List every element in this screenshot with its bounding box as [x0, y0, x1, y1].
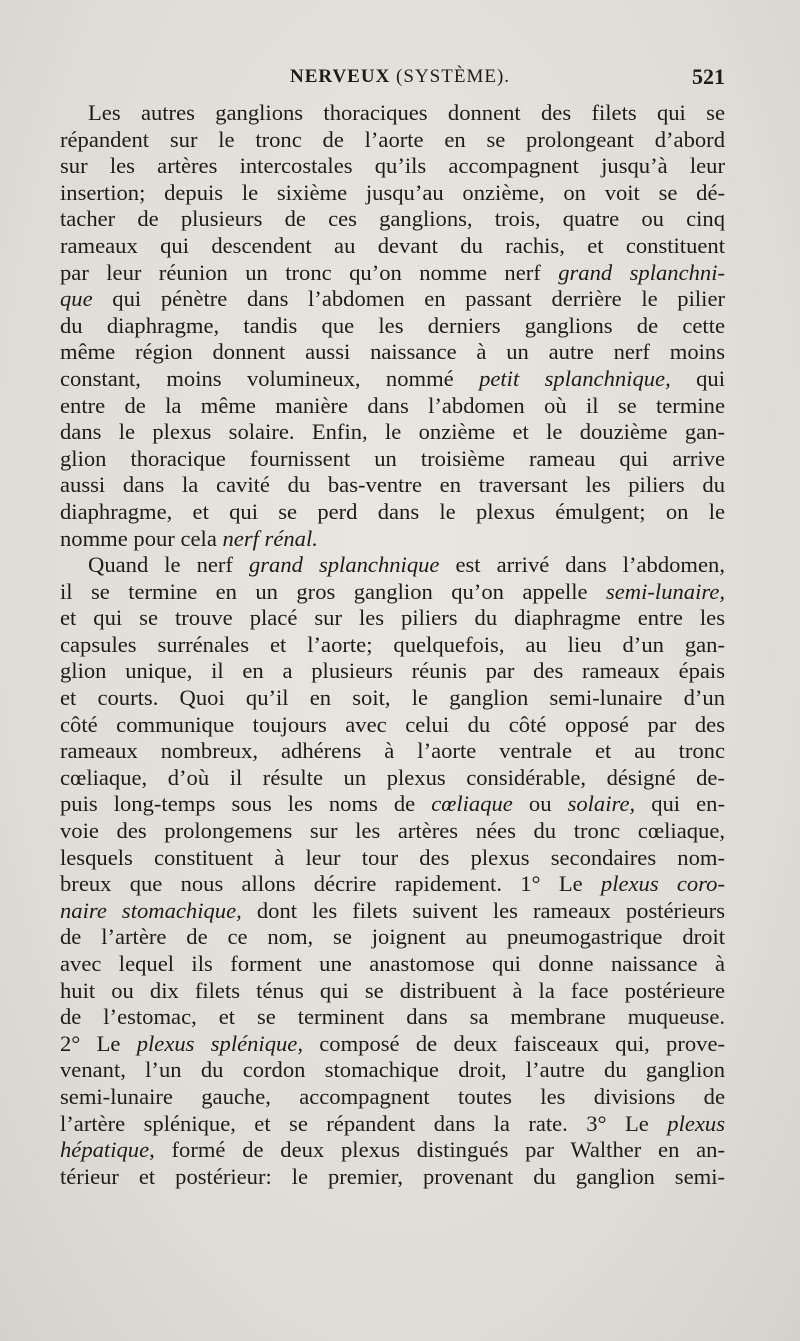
text-segment: lesquels constituent à leur tour des plexus secondaires nom-: [60, 844, 725, 870]
text-segment: insertion; depuis le sixième jusqu’au onzième, on voit se dé-: [60, 179, 725, 205]
text-line: [60, 818, 725, 845]
italic-term: solaire,: [567, 791, 636, 817]
text-line: [60, 153, 725, 180]
italic-term: petit splanchnique,: [479, 365, 671, 391]
italic-term: que: [60, 286, 93, 312]
italic-term: cœliaque: [431, 791, 513, 817]
italic-term: nerf rénal.: [222, 525, 318, 551]
text-segment: puis long-temps sous les noms de: [60, 791, 432, 817]
text-line: [60, 446, 725, 473]
text-segment: Les autres ganglions thoraciques donnent des filets qui se: [88, 100, 725, 125]
italic-term: plexus splénique,: [136, 1030, 303, 1056]
text-segment: qui en-: [635, 791, 725, 817]
text-line: [60, 685, 725, 712]
text-line: [60, 1084, 725, 1111]
running-head-main: NERVEUX: [290, 66, 391, 87]
text-segment: ou: [512, 791, 568, 817]
italic-term: plexus: [667, 1110, 725, 1136]
text-line: [60, 924, 725, 951]
text-segment: capsules surrénales et l’aorte; quelquefois, au lieu d’un gan-: [60, 631, 725, 657]
text-segment: huit ou dix filets ténus qui se distribuent à la face postérieure: [60, 977, 725, 1003]
text-segment: rameaux qui descendent au devant du rachis, et constituent: [60, 232, 725, 258]
running-head: [290, 66, 510, 88]
text-segment: et courts. Quoi qu’il en soit, le ganglion semi-lunaire d’un: [60, 685, 725, 711]
text-segment: voie des prolongemens sur les artères nées du tronc cœliaque,: [60, 818, 725, 844]
text-line: [60, 871, 725, 898]
text-line: [60, 845, 725, 872]
italic-term: hépatique,: [60, 1137, 155, 1163]
italic-term: plexus coro-: [600, 871, 725, 897]
text-segment: cœliaque, d’où il résulte un plexus considérable, désigné de-: [60, 764, 725, 790]
text-segment: dans le plexus solaire. Enfin, le onzième et le douzième gan-: [60, 419, 725, 445]
text-line: [60, 1111, 725, 1138]
text-line: [60, 632, 725, 659]
text-segment: qui: [670, 365, 725, 391]
text-line: [60, 951, 725, 978]
text-line: [60, 339, 725, 366]
text-line: [60, 791, 725, 818]
running-head-paren: (SYSTÈME).: [396, 66, 511, 87]
text-line: [60, 313, 725, 340]
text-line: [60, 393, 725, 420]
text-segment: par leur réunion un tronc qu’on nomme nerf: [60, 259, 559, 285]
italic-term: semi-lunaire,: [605, 578, 725, 604]
text-segment: dont les filets suivent les rameaux postérieurs: [241, 897, 725, 923]
italic-term: grand splanchni-: [558, 259, 726, 285]
text-segment: térieur et postérieur: le premier, provenant du ganglion semi-: [60, 1163, 725, 1189]
text-line: [60, 1031, 725, 1058]
text-line: [60, 712, 725, 739]
body-text: [60, 100, 725, 1190]
text-segment: tacher de plusieurs de ces ganglions, trois, quatre ou cinq: [60, 206, 725, 232]
text-line: [60, 1137, 725, 1164]
text-segment: constant, moins volumineux, nommé: [60, 365, 480, 391]
text-segment: semi-lunaire gauche, accompagnent toutes les divisions de: [60, 1083, 725, 1109]
text-line: [60, 1004, 725, 1031]
text-segment: côté communique toujours avec celui du côté opposé par des: [60, 711, 725, 737]
text-line: [60, 605, 725, 632]
text-segment: du diaphragme, tandis que les derniers ganglions de cette: [60, 312, 725, 338]
text-line: [60, 738, 725, 765]
text-segment: de l’artère de ce nom, se joignent au pneumogastrique droit: [60, 924, 725, 950]
text-line: [60, 552, 725, 579]
text-line: [60, 1164, 725, 1191]
text-segment: de l’estomac, et se terminent dans sa membrane muqueuse.: [60, 1004, 725, 1030]
text-segment: l’artère splénique, et se répandent dans la rate. 3° Le: [60, 1110, 668, 1136]
text-line: [60, 127, 725, 154]
text-segment: sur les artères intercostales qu’ils accompagnent jusqu’à leur: [60, 153, 725, 179]
text-line: [60, 499, 725, 526]
text-segment: 2° Le: [60, 1030, 137, 1056]
text-line: [60, 978, 725, 1005]
text-line: [60, 419, 725, 446]
text-line: [60, 100, 725, 127]
text-line: [60, 233, 725, 260]
text-line: [60, 260, 725, 287]
text-segment: avec lequel ils forment une anastomose qui donne naissance à: [60, 951, 725, 976]
page-header: [60, 66, 725, 98]
text-segment: glion thoracique fournissent un troisième rameau qui arrive: [60, 445, 725, 471]
text-segment: glion unique, il en a plusieurs réunis par des rameaux épais: [60, 658, 725, 684]
text-segment: même région donnent aussi naissance à un autre nerf moins: [60, 339, 725, 365]
text-line: [60, 1057, 725, 1084]
text-line: [60, 206, 725, 233]
text-line: [60, 180, 725, 207]
italic-term: grand splanchnique: [248, 552, 440, 578]
text-segment: composé de deux faisceaux qui, prove-: [302, 1030, 726, 1056]
text-segment: entre de la même manière dans l’abdomen où il se termine: [60, 392, 725, 418]
text-segment: venant, l’un du cordon stomachique droit, l’autre du ganglion: [60, 1057, 725, 1083]
text-segment: aussi dans la cavité du bas-ventre en traversant les piliers du: [60, 472, 725, 498]
text-segment: il se termine en un gros ganglion qu’on appelle: [60, 578, 606, 604]
text-line: [60, 765, 725, 792]
text-line: [60, 898, 725, 925]
text-segment: breux que nous allons décrire rapidement. 1° Le: [60, 871, 601, 897]
page-number: 521: [692, 64, 725, 89]
text-line: [60, 286, 725, 313]
text-segment: diaphragme, et qui se perd dans le plexus émulgent; on le: [60, 498, 725, 524]
text-segment: Quand le nerf: [88, 552, 249, 578]
text-line: [60, 366, 725, 393]
italic-term: naire stomachique,: [60, 897, 242, 923]
text-segment: et qui se trouve placé sur les piliers du diaphragme entre les: [60, 605, 725, 631]
text-line: [60, 472, 725, 499]
text-segment: répandent sur le tronc de l’aorte en se prolongeant d’abord: [60, 126, 725, 152]
text-segment: rameaux nombreux, adhérens à l’aorte ventrale et au tronc: [60, 738, 725, 764]
text-line: [60, 579, 725, 606]
text-segment: qui pénètre dans l’abdomen en passant derrière le pilier: [92, 286, 725, 312]
text-line: [60, 526, 725, 553]
text-line: [60, 658, 725, 685]
text-segment: nomme pour cela: [60, 525, 223, 551]
text-segment: est arrivé dans l’abdomen,: [439, 552, 725, 578]
text-segment: formé de deux plexus distingués par Walther en an-: [154, 1137, 725, 1163]
